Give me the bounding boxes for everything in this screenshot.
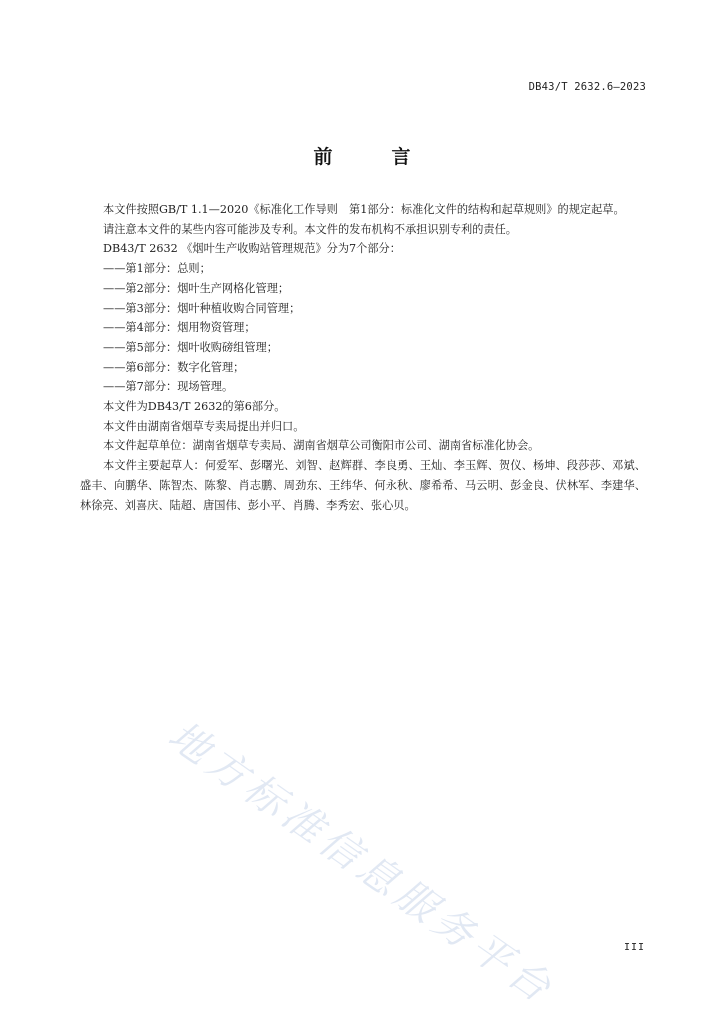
page-number: III — [623, 942, 645, 953]
document-code: DB43/T 2632.6—2023 — [528, 81, 646, 93]
list-item: ——第7部分：现场管理。 — [103, 380, 234, 394]
paragraph: 本文件起草单位：湖南省烟草专卖局、湖南省烟草公司衡阳市公司、湖南省标准化协会。 — [103, 439, 540, 453]
paragraph: 请注意本文件的某些内容可能涉及专利。本文件的发布机构不承担识别专利的责任。 — [103, 222, 517, 236]
list-item: ——第4部分：烟用物资管理； — [103, 321, 256, 335]
watermark: 地方标准信息服务平台 — [159, 712, 563, 1015]
list-item: ——第6部分：数字化管理； — [103, 360, 245, 374]
paragraph: 本文件主要起草人：何爱军、彭曙光、刘智、赵辉群、李良勇、王灿、李玉辉、贺仪、杨坤、段莎莎、邓斌、盛丰、向鹏华、陈智杰、陈黎、肖志鹏、周劲东、王纬华、何永秋、廖希希、马云明、彭金良、伏林军、李建华、林徐亮、刘喜庆、陆超、唐国伟、彭小平、肖腾、李秀宏、张心贝。 — [80, 459, 646, 512]
foreword-body — [80, 200, 646, 515]
paragraph: 本文件由湖南省烟草专卖局提出并归口。 — [103, 419, 305, 433]
paragraph: DB43/T 2632 《烟叶生产收购站管理规范》分为7个部分： — [103, 242, 401, 256]
page-title: 前 言 — [313, 146, 431, 168]
list-item: ——第5部分：烟叶收购磅组管理； — [103, 340, 278, 354]
list-item: ——第2部分：烟叶生产网格化管理； — [103, 281, 290, 295]
list-item: ——第1部分：总则； — [103, 262, 211, 276]
paragraph: 本文件按照GB/T 1.1—2020《标准化工作导则 第1部分：标准化文件的结构和起草规则》的规定起草。 — [103, 203, 625, 216]
paragraph: 本文件为DB43/T 2632的第6部分。 — [103, 400, 286, 414]
list-item: ——第3部分：烟叶种植收购合同管理； — [103, 301, 301, 315]
